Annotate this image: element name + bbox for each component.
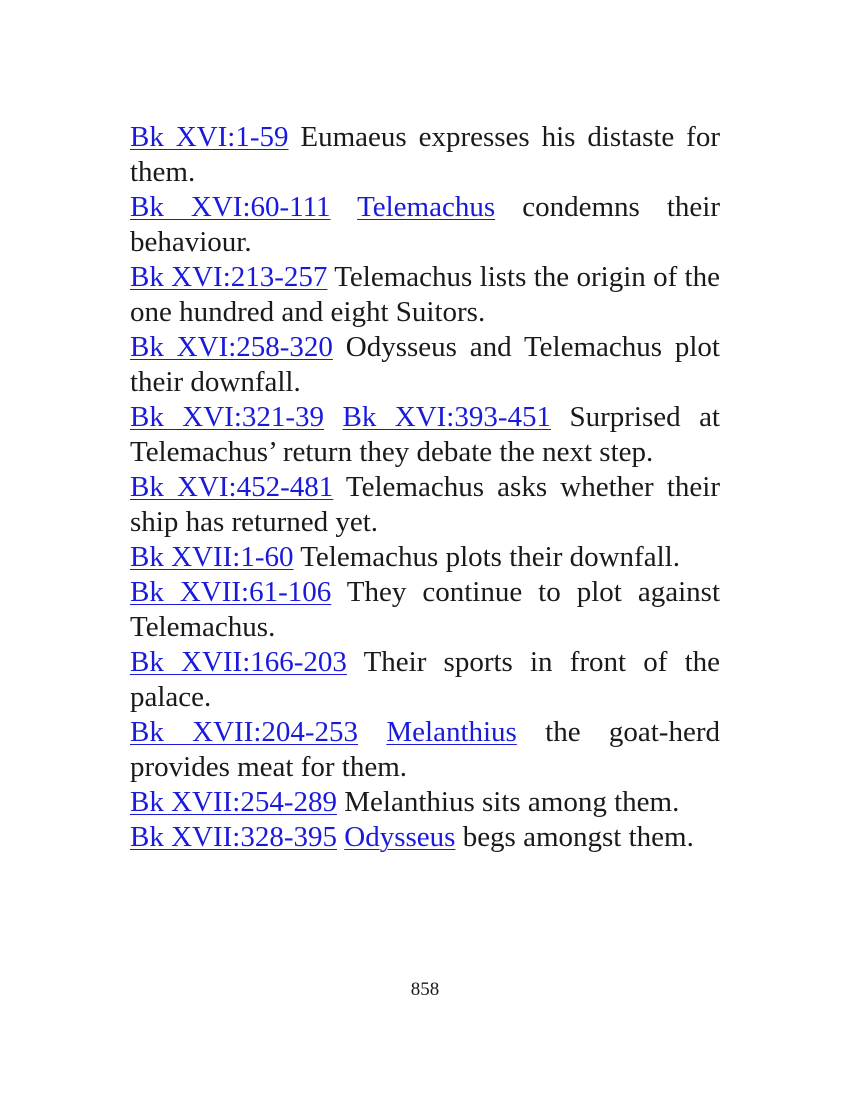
entry-text: Melanthius sits among them.: [337, 786, 680, 818]
page-number: 858: [410, 979, 440, 1000]
book-link[interactable]: Bk XVI:452-481: [130, 471, 334, 503]
book-link[interactable]: Bk XVI:393-451: [342, 401, 552, 433]
reference-list: [130, 120, 720, 855]
character-link-telemachus[interactable]: Telemachus: [357, 191, 496, 223]
entry-text: They continue to plot against Telemachus.: [130, 576, 720, 643]
book-link[interactable]: Bk XVII:1-60: [130, 541, 294, 573]
book-link[interactable]: Bk XVI:60-111: [130, 191, 331, 223]
reference-entry: [130, 575, 720, 645]
entry-text: Eumaeus expresses his distaste for them.: [130, 121, 720, 188]
reference-entry: [130, 260, 720, 330]
book-link[interactable]: Bk XVI:258-320: [130, 331, 333, 363]
entry-text: condemns their behaviour.: [130, 191, 720, 258]
reference-entry: [130, 645, 720, 715]
entry-text: Surprised at Telemachus’ return they debate the next step.: [130, 401, 720, 468]
reference-entry: [130, 190, 720, 260]
reference-entry: [130, 715, 720, 785]
book-link[interactable]: Bk XVII:204-253: [130, 716, 359, 748]
reference-entry: [130, 120, 720, 190]
book-link[interactable]: Bk XVI:321-39: [130, 401, 325, 433]
reference-entry: [130, 330, 720, 400]
entry-text: Telemachus plots their downfall.: [293, 541, 680, 573]
reference-entry: [130, 400, 720, 470]
reference-entry: [130, 470, 720, 540]
reference-entry: [130, 785, 720, 820]
entry-text: begs amongst them.: [455, 821, 694, 853]
entry-text: the goat-herd provides meat for them.: [130, 716, 720, 783]
entry-text: Telemachus asks whether their ship has returned yet.: [130, 471, 720, 538]
reference-entry: [130, 820, 720, 855]
book-link[interactable]: Bk XVII:254-289: [130, 786, 338, 818]
book-link[interactable]: Bk XVI:1-59: [130, 121, 289, 153]
entry-text: Telemachus lists the origin of the one hundred and eight Suitors.: [130, 261, 720, 328]
entry-text: Odysseus and Telemachus plot their downfall.: [130, 331, 720, 398]
book-link[interactable]: Bk XVII:61-106: [130, 576, 332, 608]
book-link[interactable]: Bk XVII:166-203: [130, 646, 347, 678]
character-link-melanthius[interactable]: Melanthius: [386, 716, 517, 748]
reference-entry: [130, 540, 720, 575]
book-link[interactable]: Bk XVI:213-257: [130, 261, 328, 293]
character-link-odysseus[interactable]: Odysseus: [344, 821, 456, 853]
entry-text: Their sports in front of the palace.: [130, 646, 721, 713]
book-link[interactable]: Bk XVII:328-395: [130, 821, 338, 853]
